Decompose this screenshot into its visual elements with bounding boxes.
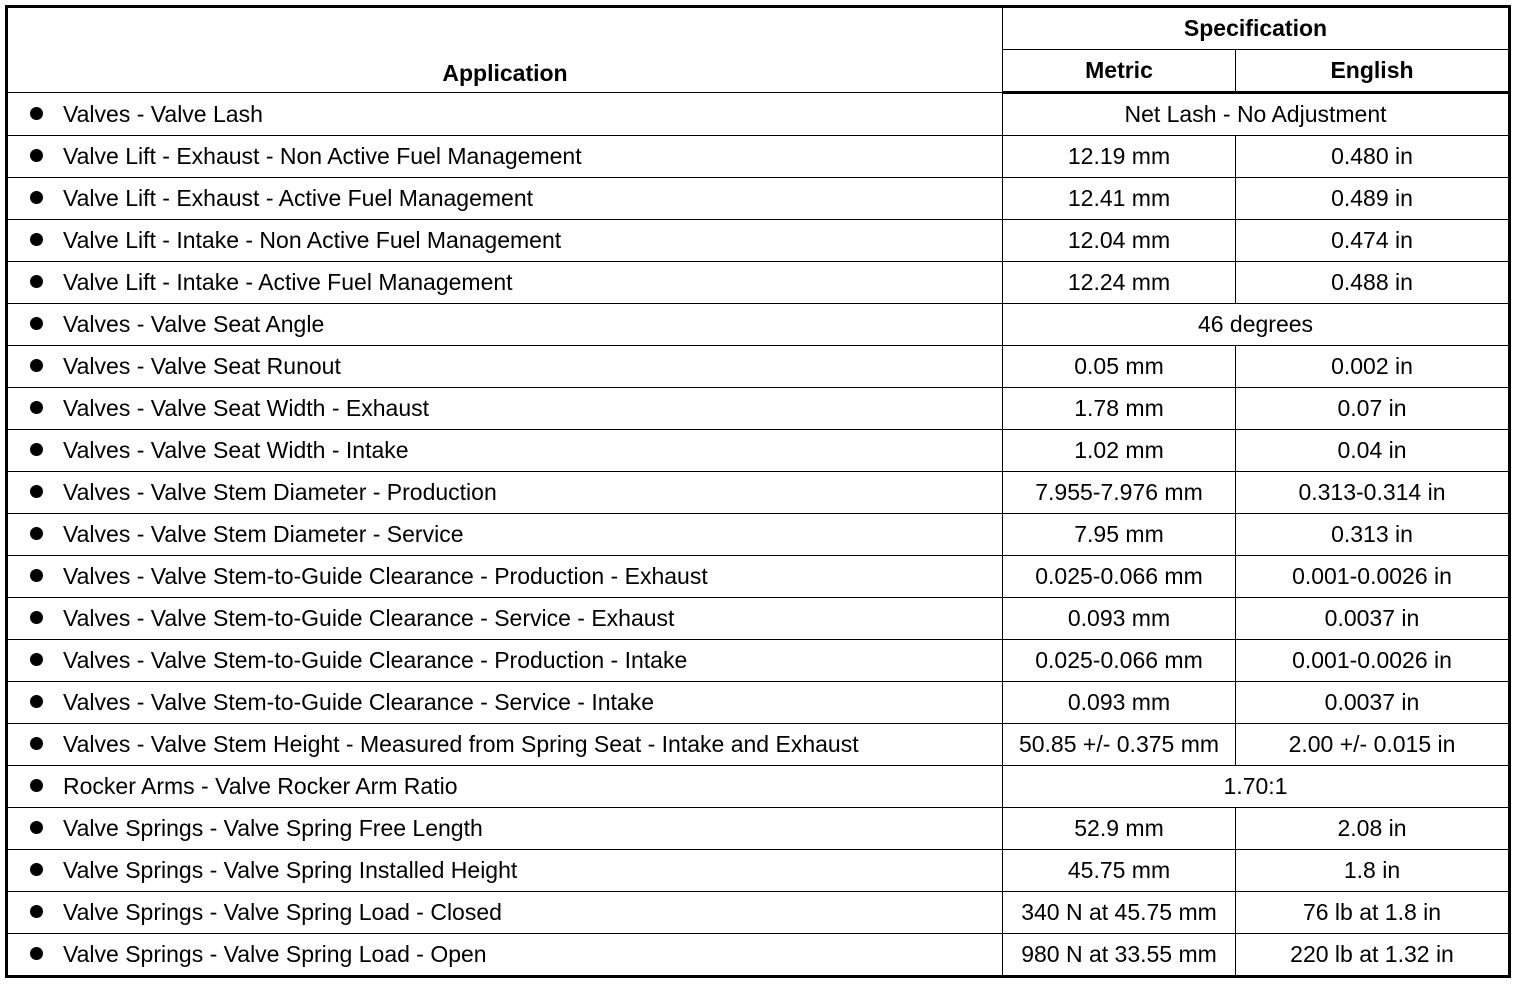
specification-header: Specification [1003, 7, 1510, 50]
metric-cell: 0.093 mm [1003, 598, 1236, 640]
application-cell [7, 724, 1003, 766]
application-cell [7, 766, 1003, 808]
bullet-icon [30, 233, 43, 246]
application-cell [7, 850, 1003, 892]
bullet-icon [30, 191, 43, 204]
application-text: Rocker Arms - Valve Rocker Arm Ratio [63, 773, 458, 799]
table-row [7, 934, 1510, 977]
application-text: Valves - Valve Seat Width - Exhaust [63, 395, 430, 421]
bullet-icon [30, 149, 43, 162]
application-cell [7, 556, 1003, 598]
bullet-icon [30, 737, 43, 750]
application-text: Valves - Valve Seat Angle [63, 311, 325, 337]
bullet-icon [30, 317, 43, 330]
application-cell [7, 430, 1003, 472]
header-row-top [7, 7, 1510, 50]
bullet-icon [30, 695, 43, 708]
metric-cell: 7.955-7.976 mm [1003, 472, 1236, 514]
english-cell: 0.0037 in [1236, 598, 1510, 640]
application-cell [7, 93, 1003, 136]
metric-cell: 52.9 mm [1003, 808, 1236, 850]
specification-table [5, 5, 1511, 978]
english-cell: 0.04 in [1236, 430, 1510, 472]
english-cell: 1.8 in [1236, 850, 1510, 892]
application-text: Valves - Valve Stem-to-Guide Clearance - Production - Intake [63, 647, 688, 673]
application-cell [7, 346, 1003, 388]
application-cell [7, 304, 1003, 346]
bullet-icon [30, 275, 43, 288]
table-row [7, 262, 1510, 304]
metric-cell: 12.04 mm [1003, 220, 1236, 262]
english-cell: 0.489 in [1236, 178, 1510, 220]
english-cell: 0.313 in [1236, 514, 1510, 556]
table-row [7, 430, 1510, 472]
application-cell [7, 640, 1003, 682]
english-cell: 2.00 +/- 0.015 in [1236, 724, 1510, 766]
application-text: Valve Springs - Valve Spring Load - Open [63, 941, 487, 967]
bullet-icon [30, 401, 43, 414]
table-row [7, 346, 1510, 388]
bullet-icon [30, 905, 43, 918]
combined-spec-cell: Net Lash - No Adjustment [1003, 93, 1510, 136]
english-header: English [1236, 50, 1510, 93]
english-cell: 0.488 in [1236, 262, 1510, 304]
table-row [7, 724, 1510, 766]
metric-cell: 0.025-0.066 mm [1003, 640, 1236, 682]
english-cell: 0.313-0.314 in [1236, 472, 1510, 514]
application-cell [7, 514, 1003, 556]
table-row [7, 472, 1510, 514]
metric-cell: 340 N at 45.75 mm [1003, 892, 1236, 934]
table-row [7, 598, 1510, 640]
application-text: Valves - Valve Stem-to-Guide Clearance - Service - Exhaust [63, 605, 675, 631]
application-cell [7, 262, 1003, 304]
bullet-icon [30, 443, 43, 456]
application-cell [7, 934, 1003, 977]
table-row [7, 682, 1510, 724]
english-cell: 0.474 in [1236, 220, 1510, 262]
application-text: Valves - Valve Lash [63, 100, 263, 127]
application-text: Valve Lift - Intake - Active Fuel Management [63, 269, 513, 295]
table-row [7, 892, 1510, 934]
table-row [7, 640, 1510, 682]
application-text: Valves - Valve Stem-to-Guide Clearance - Production - Exhaust [63, 563, 708, 589]
english-cell: 0.07 in [1236, 388, 1510, 430]
bullet-icon [30, 611, 43, 624]
application-cell [7, 598, 1003, 640]
bullet-icon [30, 485, 43, 498]
bullet-icon [30, 653, 43, 666]
application-text: Valves - Valve Stem Height - Measured from Spring Seat - Intake and Exhaust [63, 731, 859, 757]
table-body [7, 93, 1510, 977]
metric-cell: 1.02 mm [1003, 430, 1236, 472]
table-row [7, 93, 1510, 136]
table-row [7, 556, 1510, 598]
combined-spec-cell: 46 degrees [1003, 304, 1510, 346]
metric-cell: 12.24 mm [1003, 262, 1236, 304]
bullet-icon [30, 947, 43, 960]
application-text: Valve Lift - Intake - Non Active Fuel Management [63, 227, 562, 253]
application-text: Valves - Valve Seat Runout [63, 353, 341, 379]
application-cell [7, 808, 1003, 850]
application-text: Valve Lift - Exhaust - Non Active Fuel Management [63, 143, 582, 169]
english-cell: 220 lb at 1.32 in [1236, 934, 1510, 977]
application-text: Valves - Valve Stem-to-Guide Clearance - Service - Intake [63, 689, 654, 715]
table-row [7, 808, 1510, 850]
metric-cell: 0.025-0.066 mm [1003, 556, 1236, 598]
table-row [7, 850, 1510, 892]
combined-spec-cell: 1.70:1 [1003, 766, 1510, 808]
metric-cell: 45.75 mm [1003, 850, 1236, 892]
metric-cell: 7.95 mm [1003, 514, 1236, 556]
english-cell: 2.08 in [1236, 808, 1510, 850]
application-header: Application [7, 7, 1003, 93]
metric-cell: 12.19 mm [1003, 136, 1236, 178]
application-text: Valves - Valve Stem Diameter - Service [63, 521, 464, 547]
application-text: Valves - Valve Seat Width - Intake [63, 437, 409, 463]
bullet-icon [30, 779, 43, 792]
bullet-icon [30, 569, 43, 582]
application-cell [7, 178, 1003, 220]
table-row [7, 220, 1510, 262]
application-text: Valve Lift - Exhaust - Active Fuel Management [63, 185, 534, 211]
english-cell: 0.480 in [1236, 136, 1510, 178]
metric-cell: 980 N at 33.55 mm [1003, 934, 1236, 977]
table-row [7, 178, 1510, 220]
metric-cell: 0.093 mm [1003, 682, 1236, 724]
english-cell: 0.0037 in [1236, 682, 1510, 724]
application-text: Valves - Valve Stem Diameter - Production [63, 479, 497, 505]
application-text: Valve Springs - Valve Spring Load - Closed [63, 899, 502, 925]
application-cell [7, 472, 1003, 514]
bullet-icon [30, 107, 43, 120]
application-cell [7, 136, 1003, 178]
table-row [7, 388, 1510, 430]
application-cell [7, 388, 1003, 430]
metric-cell: 50.85 +/- 0.375 mm [1003, 724, 1236, 766]
english-cell: 76 lb at 1.8 in [1236, 892, 1510, 934]
metric-header: Metric [1003, 50, 1236, 93]
application-cell [7, 220, 1003, 262]
bullet-icon [30, 821, 43, 834]
application-cell [7, 682, 1003, 724]
table-row [7, 136, 1510, 178]
bullet-icon [30, 527, 43, 540]
application-text: Valve Springs - Valve Spring Installed Height [63, 857, 518, 883]
bullet-icon [30, 863, 43, 876]
table-row [7, 766, 1510, 808]
table-row [7, 514, 1510, 556]
metric-cell: 12.41 mm [1003, 178, 1236, 220]
english-cell: 0.001-0.0026 in [1236, 556, 1510, 598]
application-cell [7, 892, 1003, 934]
table-row [7, 304, 1510, 346]
application-text: Valve Springs - Valve Spring Free Length [63, 815, 483, 841]
bullet-icon [30, 359, 43, 372]
english-cell: 0.001-0.0026 in [1236, 640, 1510, 682]
metric-cell: 1.78 mm [1003, 388, 1236, 430]
metric-cell: 0.05 mm [1003, 346, 1236, 388]
english-cell: 0.002 in [1236, 346, 1510, 388]
